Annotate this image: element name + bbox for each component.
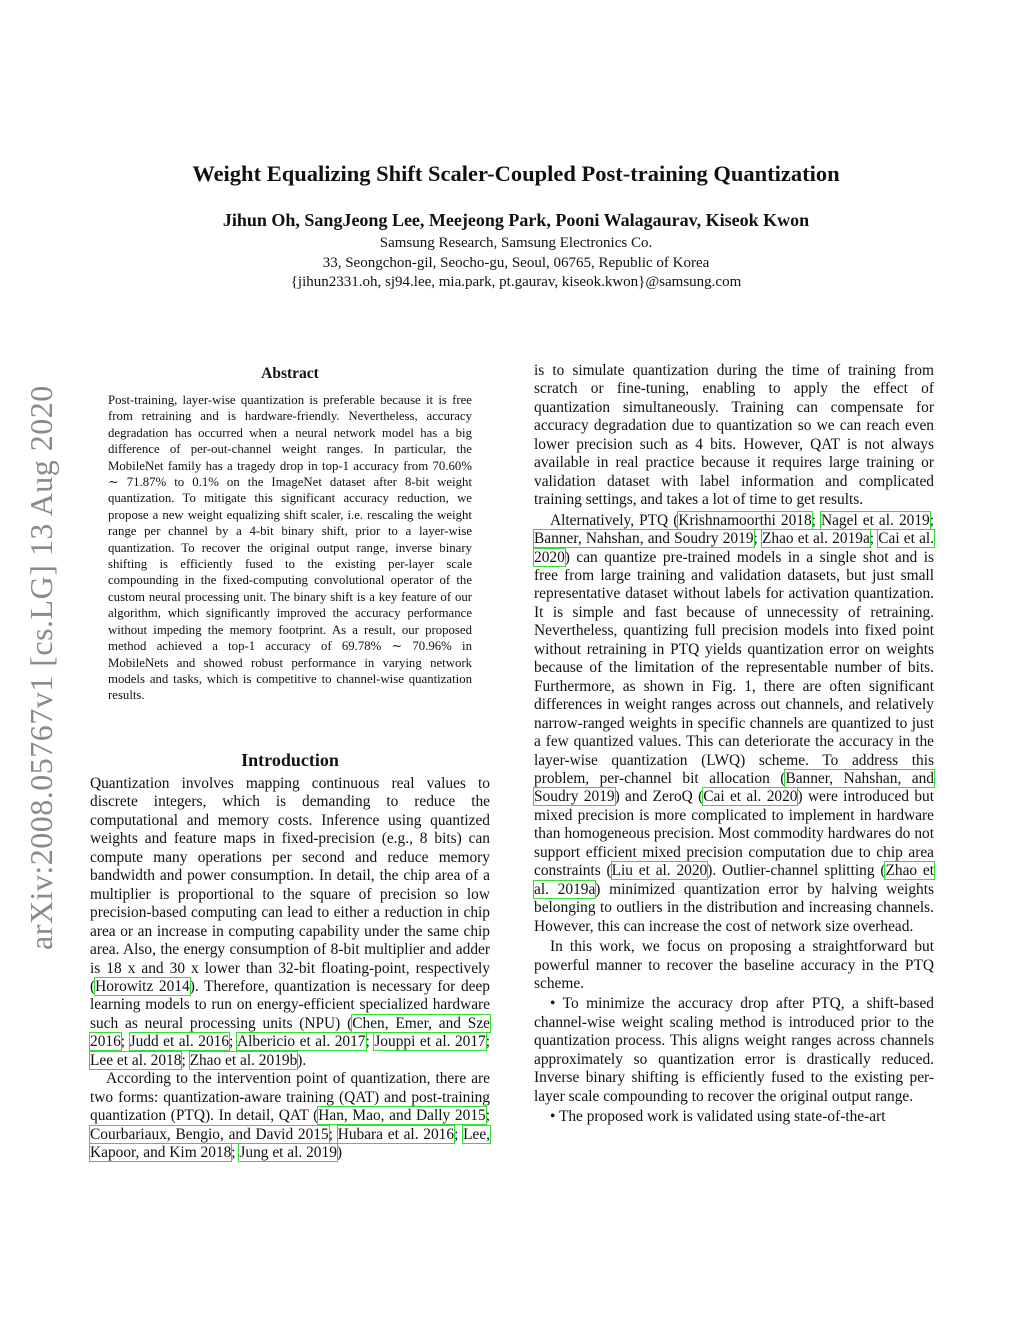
intro-paragraph-1: Quantization involves mapping continuous real values to discrete integers, which is demanding to reduce the computational and memory costs. Inference using quantized weights and feature maps in fixed-precision (e.g., 8 bits) can compute many operations per second and reduce memory bandwidth and power consumption. In detail, the chip area of a multiplier is proportional to the square of precision so low precision-based computing can lead to either a reduction in chip area or an increase in computing capability under the same chip area. Also, the energy consumption of 8-bit multiplier and adder is 18 x and 30 x lower than 32-bit floating-point, respectively (Horowitz 2014). Therefore, quantization is necessary for deep learning models to run on energy-efficient specialized hardware such as neural processing units (NPU) (Chen, Emer, and Sze 2016; Judd et al. 2016; Albericio et al. 2017; Jouppi et al. 2017; Lee et al. 2018; Zhao et al. 2019b). <box>90 775 491 1069</box>
intro-paragraph-3: Alternatively, PTQ (Krishnamoorthi 2018; Nagel et al. 2019; Banner, Nahshan, and Soudry 2019; Zhao et al. 2019a; Cai et al. 2020) can quantize pre-trained models in a single shot and is free from large training and validation datasets, but just small representative dataset without labels for activation quantization. It is simple and fast because of unnecessity of retraining. Nevertheless, quantizing full precision models into fixed point without retraining in PTQ yields quantization error on weights because of the limitation of the representable number of bits. Furthermore, as shown in Fig. 1, there are often significant differences in weight ranges across out channels, and relatively narrow-ranged weights in specific channels are quantized to just a few quantized values. This can deteriorate the accuracy in the layer-wise quantization (LWQ) scheme. To address this problem, per-channel bit allocation (Banner, Nahshan, and Soudry 2019) and ZeroQ (Cai et al. 2020) were introduced but mixed precision is more complicated to implement in hardware than homogeneous precision. Most commodity hardwares do not support efficient mixed precision computation due to chip area constraints (Liu et al. 2020). Outlier-channel splitting (Zhao et al. 2019a) minimized quantization error by halving weights belonging to outliers in the distribution and increasing channels. However, this can increase the cost of network size overhead. <box>534 511 935 935</box>
abstract-heading: Abstract <box>261 365 319 382</box>
citation-link[interactable]: Han, Mao, and Dally 2015 <box>318 1107 486 1125</box>
contribution-bullet-2: • The proposed work is validated using state-of-the-art <box>550 1108 886 1126</box>
author-list: Jihun Oh, SangJeong Lee, Meejeong Park, Pooni Walagaurav, Kiseok Kwon <box>222 210 810 230</box>
citation-link[interactable]: Horowitz 2014 <box>95 977 190 995</box>
citation-link[interactable]: Cai et al. 2020 <box>703 788 798 806</box>
left-column <box>90 775 490 1163</box>
citation-link[interactable]: Hubara et al. 2016 <box>337 1125 455 1143</box>
citation-link[interactable]: Judd et al. 2016 <box>129 1033 230 1051</box>
citation-link[interactable]: Banner, Nahshan, and Soudry 2019 <box>534 769 934 806</box>
citation-link[interactable]: Courbariaux, Bengio, and David 2015 <box>90 1125 329 1143</box>
affiliation-address: 33, Seongchon-gil, Seocho-gu, Seoul, 06765, Republic of Korea <box>322 255 710 271</box>
citation-link[interactable]: Zhao et al. 2019a <box>761 530 870 548</box>
citation-link[interactable]: Zhao et al. 2019b <box>189 1051 298 1069</box>
citation-link[interactable]: Jouppi et al. 2017 <box>374 1033 486 1051</box>
intro-paragraph-4: In this work, we focus on proposing a straightforward but powerful manner to recover the baseline accuracy in the PTQ scheme. <box>534 938 934 992</box>
citation-link[interactable]: Lee et al. 2018 <box>90 1051 182 1069</box>
arxiv-identifier: arXiv:2008.05767v1 [cs.LG] 13 Aug 2020 <box>23 385 59 950</box>
intro-paragraph-continued: is to simulate quantization during the time of training from scratch or fine-tuning, enabling to apply the effect of quantization simultaneously. Training can compensate for accuracy degradation due to quantization so we can reach even lower precision such as 4 bits. However, QAT is not always available in real practice because it requires large training or validation dataset with label information and complicated training settings, and takes a lot of time to get results. <box>534 362 934 509</box>
citation-link[interactable]: Liu et al. 2020 <box>611 862 708 880</box>
citation-link[interactable]: Lee, Kapoor, and Kim 2018 <box>90 1125 491 1162</box>
citation-link[interactable]: Zhao et al. 2019a <box>534 862 934 898</box>
citation-link[interactable]: Albericio et al. 2017 <box>237 1033 366 1051</box>
intro-paragraph-2: According to the intervention point of quantization, there are two forms: quantization-aware training (QAT) and post-training quantization (PTQ). In detail, QAT (Han, Mao, and Dally 2015; Courbariaux, Bengio, and David 2015; Hubara et al. 2016; Lee, Kapoor, and Kim 2018; Jung et al. 2019) <box>90 1070 491 1162</box>
abstract-text: Post-training, layer-wise quantization is preferable because it is free from retraining and is hardware-friendly. Nevertheless, accuracy degradation has occurred when a neural network model has a big difference of per-out-channel weight ranges. In particular, the MobileNet family has a tragedy drop in top-1 accuracy from 70.60% ∼ 71.87% to 0.1% on the ImageNet dataset after 8-bit weight quantization. To mitigate this significant accuracy reduction, we propose a new weight equalizing shift scaler, i.e. rescaling the weight range per channel by a 4-bit binary shift, prior to a layer-wise quantization. To recover the original output range, inverse binary shifting is efficiently fused to the existing per-layer scale compounding in the fixed-computing convolutional operator of the custom neural processing unit. The binary shift is a key feature of our algorithm, which significantly improved the accuracy performance without impeding the memory footprint. As a result, our proposed method achieved a top-1 accuracy of 69.78% ∼ 70.96% in MobileNets and showed robust performance in varying network models and tasks, which is competitive to channel-wise quantization results. <box>108 393 472 703</box>
citation-link[interactable]: Krishnamoorthi 2018 <box>678 511 812 529</box>
contribution-bullet-1: • To minimize the accuracy drop after PTQ, a shift-based channel-wise weight scaling method is introduced prior to the quantization process. This aligns weight ranges across channels approximately so quantization error is drastically reduced. Inverse binary shifting is efficiently fused to the existing per-layer scale compounding to recover the original output range. <box>534 995 934 1105</box>
citation-link[interactable]: Nagel et al. 2019 <box>820 511 930 529</box>
citation-link[interactable]: Jung et al. 2019 <box>239 1144 337 1162</box>
introduction-heading: Introduction <box>241 750 339 770</box>
citation-link[interactable]: Chen, Emer, and Sze 2016 <box>90 1014 490 1051</box>
affiliation-org: Samsung Research, Samsung Electronics Co. <box>379 235 653 251</box>
author-emails: {jihun2331.oh, sj94.lee, mia.park, pt.gaurav, kiseok.kwon}@samsung.com <box>290 274 742 290</box>
paper-title: Weight Equalizing Shift Scaler-Coupled Post-training Quantization <box>192 161 840 186</box>
right-column <box>534 362 934 1127</box>
citation-link[interactable]: Banner, Nahshan, and Soudry 2019 <box>534 530 754 548</box>
citation-link[interactable]: Cai et al. 2020 <box>534 530 935 566</box>
